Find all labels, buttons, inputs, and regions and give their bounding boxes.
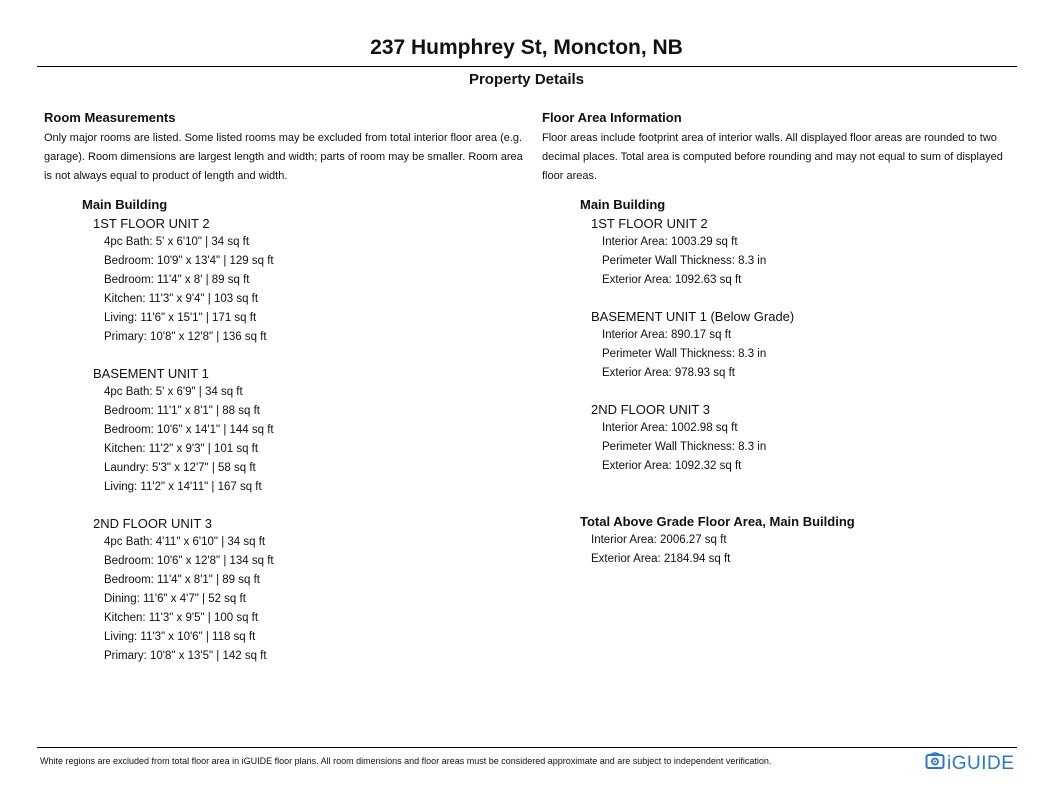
room-measurements-heading: Room Measurements — [44, 110, 176, 125]
area-item: Interior Area: 890.17 sq ft — [602, 329, 732, 341]
unit-name: 1ST FLOOR UNIT 2 — [93, 216, 210, 231]
room-item: Laundry: 5'3" x 12'7" | 58 sq ft — [104, 462, 256, 474]
floor-area-description: Floor areas include footprint area of interior walls. All displayed floor areas are rounded to two decimal places. Total area is computed before rounding and may not equal to sum of displayed floor areas. — [542, 132, 1003, 182]
room-item: Bedroom: 10'9" x 13'4" | 129 sq ft — [104, 255, 274, 267]
building-name: Main Building — [82, 197, 168, 212]
iguide-logo-text: iGUIDE — [947, 753, 1015, 774]
room-item: Living: 11'2" x 14'11" | 167 sq ft — [104, 481, 262, 493]
floor-area-section — [542, 110, 1022, 569]
total-area-item: Interior Area: 2006.27 sq ft — [591, 534, 727, 546]
room-item: Bedroom: 10'6" x 14'1" | 144 sq ft — [104, 424, 274, 436]
room-item: Living: 11'3" x 10'6" | 118 sq ft — [104, 631, 256, 643]
room-item: Kitchen: 11'3" x 9'4" | 103 sq ft — [104, 293, 259, 305]
room-item: Bedroom: 11'4" x 8'1" | 89 sq ft — [104, 574, 260, 586]
room-item: 4pc Bath: 5' x 6'10" | 34 sq ft — [104, 236, 250, 248]
area-item: Exterior Area: 1092.32 sq ft — [602, 460, 742, 472]
room-item: Kitchen: 11'2" x 9'3" | 101 sq ft — [104, 443, 259, 455]
room-item: Bedroom: 11'1" x 8'1" | 88 sq ft — [104, 405, 260, 417]
iguide-logo — [925, 752, 1014, 776]
total-area-heading: Total Above Grade Floor Area, Main Building — [580, 514, 855, 529]
unit-group — [44, 214, 524, 347]
area-item: Exterior Area: 978.93 sq ft — [602, 367, 735, 379]
area-item: Perimeter Wall Thickness: 8.3 in — [602, 255, 767, 267]
room-item: Primary: 10'8" x 13'5" | 142 sq ft — [104, 650, 267, 662]
area-item: Perimeter Wall Thickness: 8.3 in — [602, 441, 767, 453]
room-item: Living: 11'6" x 15'1" | 171 sq ft — [104, 312, 257, 324]
area-item: Interior Area: 1003.29 sq ft — [602, 236, 738, 248]
room-item: Bedroom: 10'6" x 12'8" | 134 sq ft — [104, 555, 274, 567]
unit-group — [542, 214, 1022, 290]
unit-name: BASEMENT UNIT 1 (Below Grade) — [591, 309, 795, 324]
unit-name: 2ND FLOOR UNIT 3 — [93, 516, 212, 531]
room-item: 4pc Bath: 5' x 6'9" | 34 sq ft — [104, 386, 243, 398]
footer-disclaimer: White regions are excluded from total floor area in iGUIDE floor plans. All room dimensions and floor areas must be considered approximate and are subject to independent verification. — [40, 756, 772, 766]
unit-name: 1ST FLOOR UNIT 2 — [591, 216, 708, 231]
unit-group — [44, 364, 524, 497]
room-item: Primary: 10'8" x 12'8" | 136 sq ft — [104, 331, 267, 343]
total-area-item: Exterior Area: 2184.94 sq ft — [591, 553, 731, 565]
area-item: Perimeter Wall Thickness: 8.3 in — [602, 348, 767, 360]
iguide-logo-icon — [925, 752, 947, 776]
building-name: Main Building — [580, 197, 666, 212]
unit-group — [542, 400, 1022, 476]
footer-divider — [37, 747, 1017, 748]
total-area-block — [542, 512, 1022, 569]
unit-group — [542, 307, 1022, 383]
unit-name: 2ND FLOOR UNIT 3 — [591, 402, 710, 417]
title-divider — [37, 66, 1017, 67]
unit-name: BASEMENT UNIT 1 — [93, 366, 209, 381]
room-item: Dining: 11'6" x 4'7" | 52 sq ft — [104, 593, 246, 605]
area-item: Exterior Area: 1092.63 sq ft — [602, 274, 742, 286]
room-item: Bedroom: 11'4" x 8' | 89 sq ft — [104, 274, 250, 286]
floor-area-heading: Floor Area Information — [542, 110, 682, 125]
page-title: 237 Humphrey St, Moncton, NB — [370, 36, 683, 59]
room-item: Kitchen: 11'3" x 9'5" | 100 sq ft — [104, 612, 259, 624]
room-item: 4pc Bath: 4'11" x 6'10" | 34 sq ft — [104, 536, 266, 548]
unit-group — [44, 514, 524, 666]
room-measurements-section — [44, 110, 524, 666]
page-subtitle: Property Details — [468, 71, 585, 88]
room-measurements-description: Only major rooms are listed. Some listed rooms may be excluded from total interior floor area (e.g. garage). Room dimensions are largest length and width; parts of room may be smaller. Room area is not always equal to product of length and width. — [44, 132, 523, 182]
area-item: Interior Area: 1002.98 sq ft — [602, 422, 738, 434]
